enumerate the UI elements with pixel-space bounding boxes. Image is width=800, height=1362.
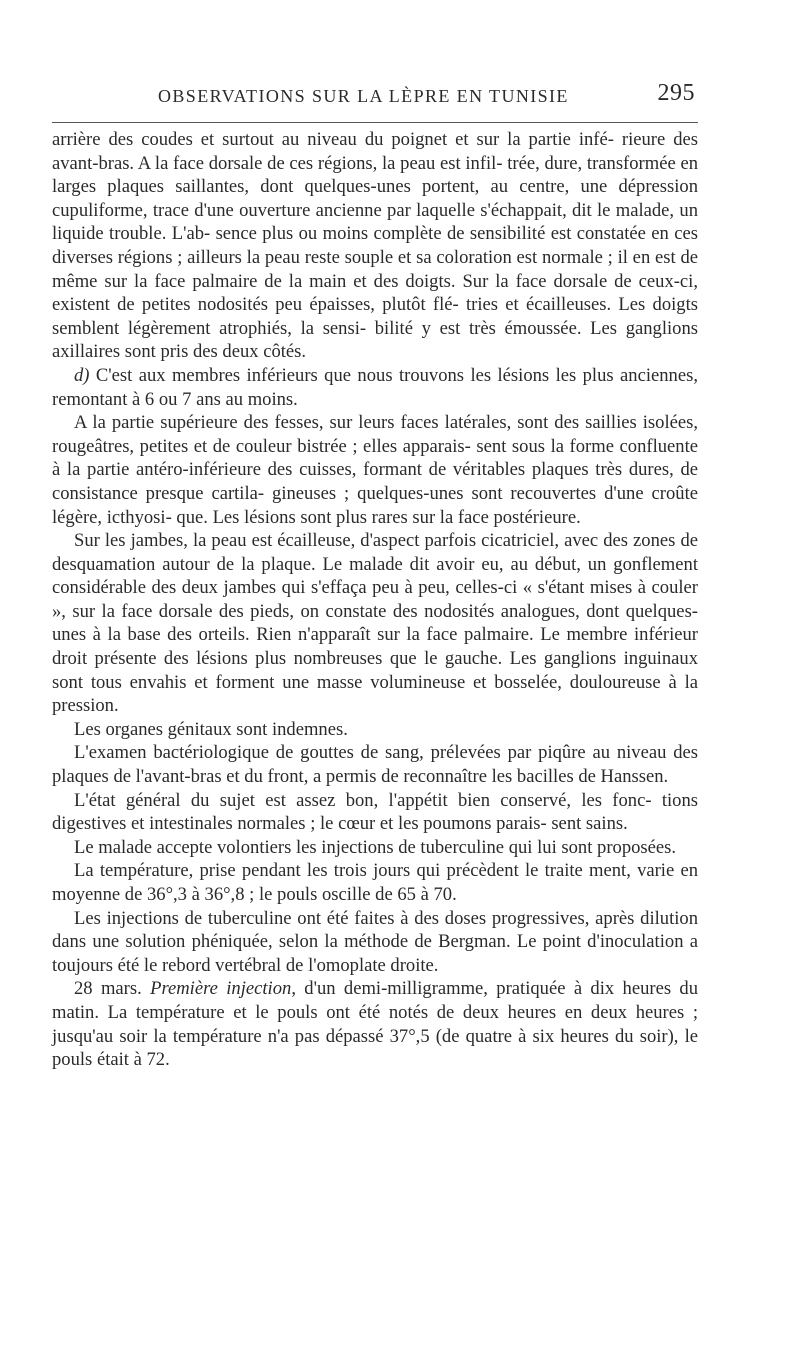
paragraph-genitals: Les organes génitaux sont indemnes.	[74, 718, 348, 740]
paragraph-buttocks-thighs: A la partie supérieure des fesses, sur leurs faces latérales, sont des saillies isolées, rougeâtres, petites et de couleur bistrée ; elles apparais- sent sous la forme confluente à la partie antéro-inférieure des cuisses, formant de véritables plaques très dures, de consistance presque cartila- gineuses ; quelques-unes sont recouvertes d'une croûte légère, icthyosi- que. Les lésions sont plus rares sur la face postérieure.	[52, 412, 698, 528]
paragraph-consent: Le malade accepte volontiers les injections de tuberculine qui lui sont proposées.	[74, 836, 677, 858]
list-marker: d)	[74, 364, 90, 386]
entry-title: Première injection	[150, 978, 292, 1000]
paragraph-legs: Sur les jambes, la peau est écailleuse, d'aspect parfois cicatriciel, avec des zones de desquamation autour de la plaque. Le malade dit avoir eu, au début, un gonflement considérable des deux jambes qui s'effaça peu à peu, celles-ci « s'étant mises à couler », sur la face dorsale des pieds, on constate des nodosités analogues, dont quelques-unes à la base des orteils. Rien n'apparaît sur la face palmaire. Le membre inférieur droit présente des lésions plus nombreuses que le gauche. Les ganglions inguinaux sont tous envahis et forment une masse volumineuse et bosselée, douloureuse à la pression.	[52, 530, 698, 717]
paragraph-forearm-lesions: arrière des coudes et surtout au niveau du poignet et sur la partie infé- rieure des avant-bras. A la face dorsale de ces régions, la peau est infil- trée, dure, transformée en larges plaques saillantes, dont quelques-unes portent, au centre, une dépression cupuliforme, trace d'une ouverture ancienne par laquelle s'échappait, dit le malade, un liquide trouble. L'ab- sence plus ou moins complète de sensibilité est constatée en ces diverses régions ; ailleurs la peau reste souple et sa coloration est normale ; il en est de même sur la face palmaire de la main et des doigts. Sur la face dorsale de ceux-ci, existent de petites nodosités peu épaisses, plutôt flé- tries et écailleuses. Les doigts semblent légèrement atrophiés, la sensi- bilité y est très émoussée. Les ganglions axillaires sont pris des deux côtés.	[52, 129, 698, 363]
page-number: 295	[657, 80, 695, 106]
header-rule	[52, 122, 698, 123]
paragraph-text: , d'un demi-milligramme, pratiquée à dix heures du matin. La température et le pouls ont été notés de deux heures en deux heures ; jusqu'au soir la température n'a pas dépassé 37°,5 (de quatre à six heures du soir), le pouls était à 72.	[52, 978, 699, 1071]
paragraph-temperature: La température, prise pendant les trois jours qui précèdent le traite ment, varie en moyenne de 36°,3 à 36°,8 ; le pouls oscille de 65 à 70.	[52, 860, 698, 905]
paragraph-bacteriology: L'examen bactériologique de gouttes de sang, prélevées par piqûre au niveau des plaques de l'avant-bras et du front, a permis de reconnaître les bacilles de Hanssen.	[52, 742, 698, 788]
paragraph-text: C'est aux membres inférieurs que nous trouvons les lésions les plus anciennes, remontant à 6 ou 7 ans au moins.	[52, 364, 698, 410]
paragraph-lower-limbs	[52, 364, 698, 411]
entry-date: 28 mars.	[74, 978, 151, 1000]
paragraph-general-state: L'état général du sujet est assez bon, l'appétit bien conservé, les fonc- tions digestives et intestinales normales ; le cœur et les poumons parais- sent sains.	[52, 789, 698, 835]
paragraph-first-injection	[52, 977, 698, 1071]
body-text	[52, 128, 698, 1072]
paragraph-injections-method: Les injections de tuberculine ont été faites à des doses progressives, après dilution dans une solution phéniquée, selon la méthode de Bergman. Le point d'inoculation a toujours été le rebord vertébral de l'omoplate droite.	[52, 907, 698, 976]
running-header	[52, 80, 697, 114]
running-title: OBSERVATIONS SUR LA LÈPRE EN TUNISIE	[158, 86, 569, 106]
